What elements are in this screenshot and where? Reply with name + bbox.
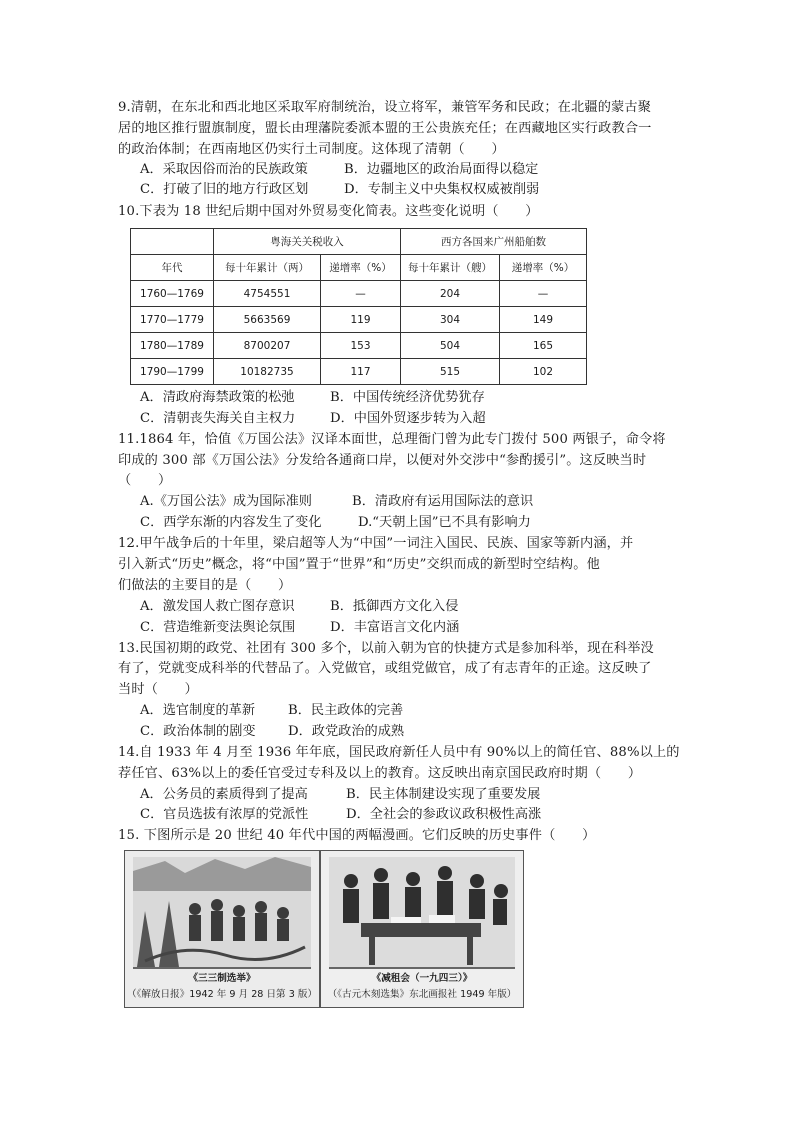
q11-line-3: （ ） — [118, 473, 172, 488]
cell-rate2: 165 — [500, 333, 587, 359]
q12-line-3: 们做法的主要目的是（ ） — [118, 578, 292, 593]
q14-line-2: 荐任官、63%以上的委任官受过专科及以上的教育。这反映出南京国民政府时期（ ） — [118, 766, 642, 781]
table-row — [131, 307, 587, 333]
image2-title: 《减租会（一九四三）》 — [371, 973, 473, 984]
q9-option-c: C．打破了旧的地方行政区划 — [140, 182, 309, 197]
table-header-rate2: 递增率（%） — [500, 255, 587, 281]
table-group-customs: 粤海关关税收入 — [214, 229, 401, 255]
cell-year: 1770—1779 — [131, 307, 214, 333]
q13-line-3: 当时（ ） — [118, 682, 199, 697]
q9-line-3: 的政治体制；在西南地区仍实行土司制度。这体现了清朝（ ） — [118, 142, 505, 157]
q9-option-a: A．采取因俗而治的民族政策 — [140, 162, 308, 177]
q11-line-1: 11.1864 年，恰值《万国公法》汉译本面世，总理衙门曾为此专门拨付 500 两银子，命令将 — [118, 432, 666, 447]
cell-rate1: 119 — [321, 307, 401, 333]
image1-title: 《三三制选举》 — [188, 973, 256, 984]
q12-line-1: 12.甲午战争后的十年里，梁启超等人为“中国”一词注入国民、民族、国家等新内涵，并 — [118, 536, 634, 551]
cell-rate1: 153 — [321, 333, 401, 359]
woodcut-rent-meeting-image — [320, 850, 524, 1008]
q13-option-a: A．选官制度的革新 — [140, 703, 256, 718]
cell-year: 1760—1769 — [131, 281, 214, 307]
cell-ships: 504 — [401, 333, 500, 359]
cell-rate2: 149 — [500, 307, 587, 333]
q10-option-d: D．中国外贸逐步转为入超 — [330, 411, 486, 426]
cell-tax: 10182735 — [214, 359, 321, 385]
table-header-rate1: 递增率（%） — [321, 255, 401, 281]
woodcut-election-image — [124, 850, 320, 1008]
cell-rate1: — — [321, 281, 401, 307]
q10-option-c: C．清朝丧失海关自主权力 — [140, 411, 296, 426]
q12-option-c: C．营造维新变法舆论氛围 — [140, 620, 296, 635]
q13-line-1: 13.民国初期的政党、社团有 300 多个，以前入朝为官的快捷方式是参加科举，现在科举没 — [118, 641, 654, 656]
q12-option-d: D．丰富语言文化内涵 — [330, 620, 460, 635]
cell-year: 1780—1789 — [131, 333, 214, 359]
q12-option-b: B．抵御西方文化入侵 — [330, 599, 459, 614]
q9-option-d: D．专制主义中央集权权威被削弱 — [344, 182, 540, 197]
q10-stem: 10.下表为 18 世纪后期中国对外贸易变化简表。这些变化说明（ ） — [118, 204, 539, 219]
q13-line-2: 有了，党就变成科举的代替品了。入党做官，或组党做官，成了有志青年的正途。这反映了 — [118, 661, 652, 676]
cell-ships: 204 — [401, 281, 500, 307]
q9-line-1: 9.清朝，在东北和西北地区采取军府制统治，设立将军，兼管军务和民政；在北疆的蒙古聚 — [118, 100, 652, 115]
cell-ships: 304 — [401, 307, 500, 333]
image2-source: （《古元木刻选集》东北画报社 1949 年版） — [327, 989, 517, 1000]
cell-rate1: 117 — [321, 359, 401, 385]
cell-rate2: — — [500, 281, 587, 307]
q14-option-b: B．民主体制建设实现了重要发展 — [346, 787, 541, 802]
q11-option-d: D.“天朝上国”已不具有影响力 — [358, 515, 531, 530]
q11-option-a: A.《万国公法》成为国际准则 — [140, 494, 312, 509]
table-header-cum-ships: 每十年累计（艘） — [401, 255, 500, 281]
q11-line-2: 印成的 300 部《万国公法》分发给各通商口岸，以便对外交涉中“参酌援引”。这反映当时 — [118, 453, 647, 468]
q14-line-1: 14.自 1933 年 4 月至 1936 年年底，国民政府新任人员中有 90%以上的简任官、88%以上的 — [118, 745, 680, 760]
q11-option-b: B．清政府有运用国际法的意识 — [352, 494, 534, 509]
table-row — [131, 333, 587, 359]
cell-year: 1790—1799 — [131, 359, 214, 385]
q9-option-b: B．边疆地区的政治局面得以稳定 — [344, 162, 539, 177]
q12-line-2: 引入新式“历史”概念，将“中国”置于“世界”和“历史”交织而成的新型时空结构。他 — [118, 557, 600, 572]
q15-stem: 15. 下图所示是 20 世纪 40 年代中国的两幅漫画。它们反映的历史事件（ ） — [118, 828, 596, 843]
q13-option-c: C．政治体制的剧变 — [140, 724, 256, 739]
q11-option-c: C．西学东渐的内容发生了变化 — [140, 515, 322, 530]
table-row — [131, 359, 587, 385]
cell-tax: 5663569 — [214, 307, 321, 333]
q9-line-2: 居的地区推行盟旗制度，盟长由理藩院委派本盟的王公贵族充任；在西藏地区实行政教合一 — [118, 121, 652, 136]
table-header-year: 年代 — [131, 255, 214, 281]
cell-ships: 515 — [401, 359, 500, 385]
cell-tax: 8700207 — [214, 333, 321, 359]
image1-source: （《解放日报》1942 年 9 月 28 日第 3 版） — [126, 989, 318, 1000]
table-row — [131, 281, 587, 307]
table-header-cum-tax: 每十年累计（两） — [214, 255, 321, 281]
trade-table — [130, 228, 587, 385]
table-group-ships: 西方各国来广州船舶数 — [401, 229, 587, 255]
q13-option-b: B．民主政体的完善 — [288, 703, 404, 718]
cell-tax: 4754551 — [214, 281, 321, 307]
q14-option-c: C．官员选拔有浓厚的党派性 — [140, 807, 309, 822]
q14-option-d: D．全社会的参政议政积极性高涨 — [346, 807, 542, 822]
table-corner — [131, 229, 214, 255]
q10-option-b: B．中国传统经济优势犹存 — [330, 390, 485, 405]
q10-option-a: A．清政府海禁政策的松弛 — [140, 390, 295, 405]
q12-option-a: A．激发国人救亡图存意识 — [140, 599, 295, 614]
q13-option-d: D．政党政治的成熟 — [288, 724, 405, 739]
q14-option-a: A．公务员的素质得到了提高 — [140, 787, 308, 802]
cell-rate2: 102 — [500, 359, 587, 385]
